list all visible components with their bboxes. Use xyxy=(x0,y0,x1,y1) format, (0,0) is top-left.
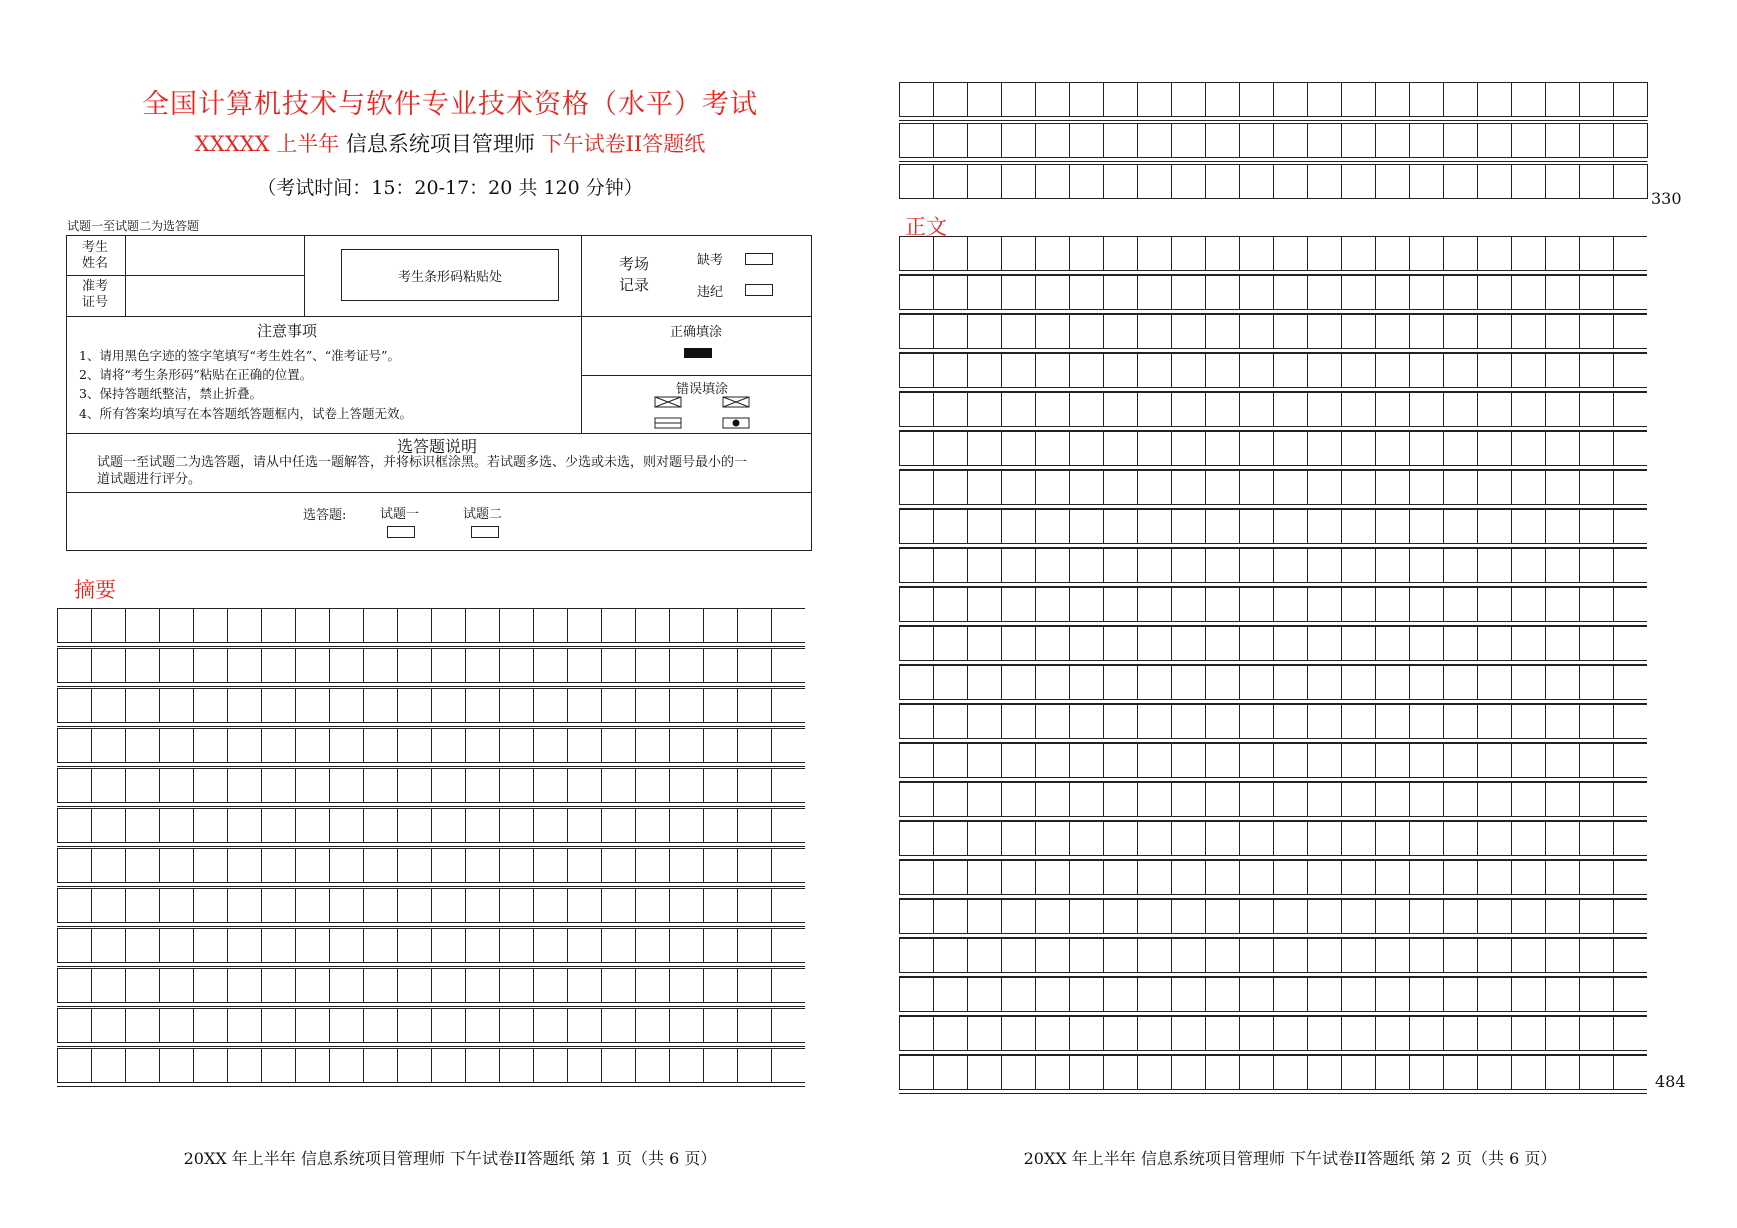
grid-row[interactable] xyxy=(899,353,1647,392)
barcode-label: 考生条形码粘贴处 xyxy=(397,269,502,285)
record-label-line1: 考场 xyxy=(618,255,649,273)
divider xyxy=(581,375,811,376)
grid-row[interactable] xyxy=(899,860,1647,899)
violation-label: 违纪 xyxy=(697,285,724,300)
footer-page-1: 20XX 年上半年 信息系统项目管理师 下午试卷II答题纸 第 1 页（共 6 页） xyxy=(183,1149,717,1168)
name-label-line1: 考生 xyxy=(81,240,108,255)
choice-1-checkbox[interactable] xyxy=(387,526,415,538)
note-item: 4、所有答案均填写在本答题纸答题框内，试卷上答题无效。 xyxy=(79,406,412,421)
grid-row[interactable] xyxy=(899,431,1647,470)
notes-title: 注意事项 xyxy=(257,322,318,340)
grid-row[interactable] xyxy=(899,164,1648,200)
divider xyxy=(581,236,582,433)
grid-row[interactable] xyxy=(57,968,805,1007)
grid-row[interactable] xyxy=(57,848,805,887)
continuation-answer-grid[interactable] xyxy=(899,82,1651,200)
grid-row[interactable] xyxy=(57,768,805,807)
violation-checkbox[interactable] xyxy=(745,284,773,296)
subtitle-subject: 信息系统项目管理师 xyxy=(345,132,535,156)
name-label xyxy=(75,240,115,272)
body-label: 正文 xyxy=(905,215,947,239)
wrong-fill-label: 错误填涂 xyxy=(676,382,729,397)
exam-subtitle xyxy=(60,128,840,158)
divider xyxy=(67,492,811,493)
divider xyxy=(125,236,126,316)
exam-title: 全国计算机技术与软件专业技术资格（水平）考试 xyxy=(142,89,758,120)
grid-row[interactable] xyxy=(899,782,1647,821)
grid-row[interactable] xyxy=(57,808,805,847)
grid-row[interactable] xyxy=(899,821,1647,860)
body-answer-grid[interactable] xyxy=(899,236,1647,1094)
subtitle-prefix: XXXXX 上半年 xyxy=(194,132,340,156)
choice-1-label: 试题一 xyxy=(380,507,420,522)
grid-row[interactable] xyxy=(899,123,1648,162)
grid-row[interactable] xyxy=(899,743,1647,782)
subtitle-suffix: 下午试卷II答题纸 xyxy=(541,132,706,156)
grid-row[interactable] xyxy=(899,587,1647,626)
divider xyxy=(67,275,304,276)
grid-row[interactable] xyxy=(57,1008,805,1047)
explain-text: 试题一至试题二为选答题，请从中任选一题解答，并将标识框涂黑。若试题多选、少选或未选，则对题号最小的一道试题进行评分。 xyxy=(97,455,748,487)
grid-row[interactable] xyxy=(899,899,1647,938)
note-item: 3、保持答题纸整洁，禁止折叠。 xyxy=(79,386,262,401)
wrong-fill-half xyxy=(655,418,681,428)
explain-title: 选答题说明 xyxy=(397,437,478,456)
grid-row[interactable] xyxy=(57,688,805,727)
id-field[interactable] xyxy=(127,278,302,314)
grid-row[interactable] xyxy=(57,728,805,767)
grid-row[interactable] xyxy=(899,470,1647,509)
grid-row[interactable] xyxy=(899,1055,1647,1094)
record-label-line2: 记录 xyxy=(618,276,649,294)
absent-checkbox[interactable] xyxy=(745,253,773,265)
grid-count-330: 330 xyxy=(1651,189,1682,208)
name-field[interactable] xyxy=(127,238,302,274)
grid-count-484: 484 xyxy=(1655,1072,1686,1091)
grid-row[interactable] xyxy=(899,236,1647,275)
abstract-label: 摘要 xyxy=(74,578,116,602)
grid-row[interactable] xyxy=(57,608,805,647)
grid-row[interactable] xyxy=(899,665,1647,704)
grid-row[interactable] xyxy=(57,648,805,687)
grid-row[interactable] xyxy=(899,704,1647,743)
correct-fill-label: 正确填涂 xyxy=(670,325,723,340)
name-label-line2: 姓名 xyxy=(81,256,108,271)
choice-2-checkbox[interactable] xyxy=(471,526,499,538)
divider xyxy=(304,236,305,316)
wrong-fill-samples xyxy=(654,396,764,432)
choice-2-label: 试题二 xyxy=(463,507,503,522)
grid-row[interactable] xyxy=(899,548,1647,587)
wrong-fill-dot xyxy=(723,418,749,428)
grid-row[interactable] xyxy=(899,977,1647,1016)
choice-note: 试题一至试题二为选答题 xyxy=(67,219,200,233)
grid-row[interactable] xyxy=(899,1016,1647,1055)
grid-row[interactable] xyxy=(899,314,1647,353)
note-item: 2、请将“考生条形码”粘贴在正确的位置。 xyxy=(79,367,313,382)
grid-row[interactable] xyxy=(57,888,805,927)
id-label-line1: 准考 xyxy=(81,279,108,294)
grid-row[interactable] xyxy=(899,938,1647,977)
grid-row[interactable] xyxy=(57,1048,805,1087)
grid-row[interactable] xyxy=(899,82,1648,121)
abstract-answer-grid[interactable] xyxy=(57,608,805,1090)
grid-row[interactable] xyxy=(899,275,1647,314)
divider xyxy=(67,316,811,317)
wrong-fill-cross-right xyxy=(723,397,749,407)
wrong-fill-cross-left xyxy=(655,397,681,407)
exam-info-form xyxy=(66,235,812,551)
grid-row[interactable] xyxy=(57,928,805,967)
exam-time: （考试时间：15：20-17：20 共 120 分钟） xyxy=(257,177,643,199)
id-label-line2: 证号 xyxy=(81,295,108,310)
grid-row[interactable] xyxy=(899,392,1647,431)
record-label xyxy=(614,254,654,296)
choice-label: 选答题: xyxy=(303,508,347,523)
absent-label: 缺考 xyxy=(697,253,724,268)
note-item: 1、请用黑色字迹的签字笔填写“考生姓名”、“准考证号”。 xyxy=(79,348,401,363)
id-label xyxy=(75,279,115,311)
footer-page-2: 20XX 年上半年 信息系统项目管理师 下午试卷II答题纸 第 2 页（共 6 页） xyxy=(1023,1149,1557,1168)
correct-fill-sample xyxy=(684,348,712,358)
grid-row[interactable] xyxy=(899,509,1647,548)
barcode-area xyxy=(341,249,559,301)
grid-row[interactable] xyxy=(899,626,1647,665)
